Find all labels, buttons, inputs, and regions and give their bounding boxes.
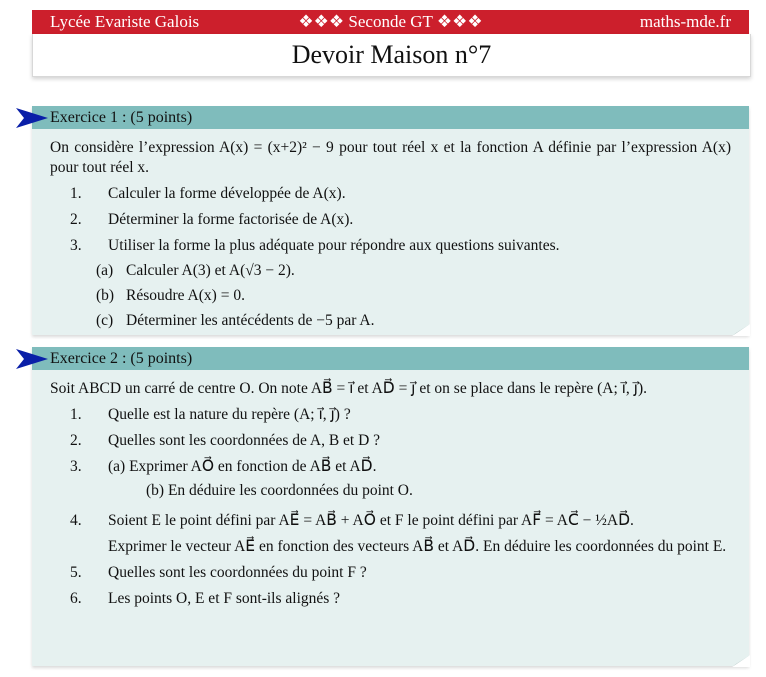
school-name: Lycée Evariste Galois xyxy=(50,12,200,31)
sub-item-text: Calculer A(3) et A(√3 − 2). xyxy=(126,262,295,279)
item-text: (a) Exprimer AO⃗ en fonction de AB⃗ et AD⃗. xyxy=(108,458,377,475)
arrow-pointer-icon xyxy=(16,107,48,129)
list-item xyxy=(50,457,731,477)
item-number: 4. xyxy=(70,512,82,529)
arrow-pointer-icon xyxy=(16,348,48,370)
page-fold-icon xyxy=(732,655,750,667)
list-item xyxy=(50,563,731,583)
item-text: Quelle est la nature du repère (A; i⃗, j⃗) ? xyxy=(108,406,351,423)
item-number: 2. xyxy=(70,432,82,449)
list-item xyxy=(50,537,731,557)
list-item xyxy=(50,236,731,256)
list-item xyxy=(50,511,731,531)
sub-item-text: Déterminer les antécédents de −5 par A. xyxy=(126,312,375,329)
item-number: 5. xyxy=(70,564,82,581)
item-number: 2. xyxy=(70,211,82,228)
item-number: 3. xyxy=(70,237,82,254)
exercise-2-intro: Soit ABCD un carré de centre O. On note AB⃗ = i⃗ et AD⃗ = j⃗ et on se place dans le repère (A; i⃗, j⃗). xyxy=(50,380,648,397)
item-text: Quelles sont les coordonnées de A, B et D ? xyxy=(108,432,381,449)
item-text: Quelles sont les coordonnées du point F ? xyxy=(108,564,367,581)
website-link[interactable]: maths-mde.fr xyxy=(639,12,731,31)
exercise-2-heading: Exercice 2 : (5 points) xyxy=(32,347,749,370)
list-item xyxy=(50,184,731,204)
list-item xyxy=(50,431,731,451)
item-text: Calculer la forme développée de A(x). xyxy=(108,185,346,202)
exercise-2-box xyxy=(32,347,749,666)
item-text: Les points O, E et F sont-ils alignés ? xyxy=(108,590,341,607)
exercise-1-intro: On considère l’expression A(x) = (x+2)² − 9 pour tout réel x et la fonction A définie par l’expression A(x) pour tout réel x. xyxy=(50,139,731,176)
item-text: (b) En déduire les coordonnées du point O. xyxy=(146,482,413,499)
item-number: 6. xyxy=(70,590,82,607)
sub-item-text: Résoudre A(x) = 0. xyxy=(126,287,245,304)
item-number: 1. xyxy=(70,185,82,202)
item-number: 3. xyxy=(70,458,82,475)
item-text: Utiliser la forme la plus adéquate pour répondre aux questions suivantes. xyxy=(108,237,560,254)
sub-item xyxy=(50,286,731,306)
exercise-1-heading: Exercice 1 : (5 points) xyxy=(32,106,749,129)
class-level: ❖❖❖ Seconde GT ❖❖❖ xyxy=(298,12,483,31)
sub-item-number: (c) xyxy=(96,312,114,329)
document-title: Devoir Maison n°7 xyxy=(32,34,751,77)
header-bar xyxy=(32,10,749,34)
list-item xyxy=(50,481,731,501)
sub-item-number: (a) xyxy=(96,262,114,279)
item-text: Soient E le point défini par AE⃗ = AB⃗ + AO⃗ et F le point défini par AF⃗ = AC⃗ − ½AD⃗. xyxy=(108,512,634,529)
item-text: Exprimer le vecteur AE⃗ en fonction des vecteurs AB⃗ et AD⃗. En déduire les coordonnées du point E. xyxy=(108,538,727,555)
sub-item xyxy=(50,261,731,281)
sub-item-number: (b) xyxy=(96,287,115,304)
sub-item xyxy=(50,311,731,331)
item-text: Déterminer la forme factorisée de A(x). xyxy=(108,211,354,228)
list-item xyxy=(50,405,731,425)
list-item xyxy=(50,210,731,230)
page-fold-icon xyxy=(732,324,750,336)
item-number: 1. xyxy=(70,406,82,423)
exercise-1-box xyxy=(32,106,749,335)
list-item xyxy=(50,589,731,609)
